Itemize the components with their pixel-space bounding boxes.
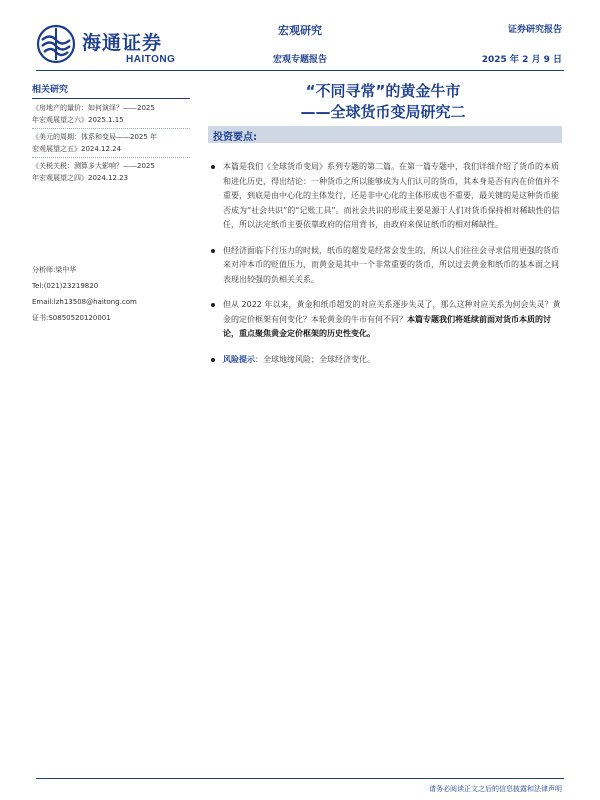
analyst-info (32, 262, 190, 326)
related-report-line1: 《美元的周期：体系和变局——2025 年 (32, 133, 158, 141)
report-type: 证券研究报告 (507, 25, 562, 35)
key-point-3-text: 但从 2022 年以来，黄金和纸币超发的对应关系逐步失灵了，那么这种对应关系为何会失灵？黄金的定价框架有何变化？本轮黄金的牛市有何不同？ (223, 300, 561, 324)
risk-warning-text: ：全球地缘风险；全球经济变化。 (255, 354, 375, 364)
analyst-name: 分析师:梁中华 (32, 266, 77, 274)
related-divider (32, 157, 190, 158)
report-subcategory: 宏观专题报告 (272, 55, 327, 65)
related-report-line2: 年宏观展望之六》2025.1.15 (32, 116, 124, 124)
key-point-3 (210, 298, 562, 342)
analyst-email[interactable]: Email:lzh13508@haitong.com (32, 298, 137, 306)
related-report-item[interactable] (32, 160, 190, 184)
report-title: “不同寻常”的黄金牛市 (305, 82, 461, 100)
risk-warning (210, 353, 562, 368)
related-report-line2: 年宏观展望之四》2024.12.23 (32, 174, 129, 182)
report-category: 宏观研究 (278, 24, 322, 37)
related-report-item[interactable] (32, 102, 190, 126)
key-point-1: 本篇是我们《全球货币变局》系列专题的第二篇。在第一篇专题中，我们详细介绍了货币的本质和进化历史，得出结论：一种货币之所以能够成为人们认可的货币，其本身是否有内在价值并不重要，到底是由中心化的主体发行，还是非中心化的主体形成也不重要，最关键的是这种货币能否成为“社会共识”的“记账工具”。而社会共识的形成主要是源于人们对货币保持相对稀缺性的信任，所以法定纸币主要依靠政府的信用背书，由政府来保证纸币的相对稀缺性。 (210, 160, 562, 233)
key-point-2: 但经济面临下行压力的时候，纸币的超发是经常会发生的，所以人们往往会寻求信用更强的货币来对冲本币的贬值压力，而黄金是其中一个非常重要的货币，所以过去黄金和纸币的基本面之间表现出较强的负相关关系。 (210, 244, 562, 288)
analyst-cert: 证书:S0850520120001 (32, 314, 111, 322)
haitong-logo (36, 24, 201, 68)
related-divider (32, 128, 190, 129)
company-name-cn: 海通证券 (82, 32, 163, 54)
related-report-line1: 《关税关税：测算多大影响？——2025 (32, 162, 155, 170)
footer-disclaimer: 请务必阅读正文之后的信息披露和法律声明 (429, 785, 562, 793)
footer-divider (36, 778, 564, 779)
key-points-list (210, 160, 562, 378)
report-subtitle: ——全球货币变局研究二 (300, 103, 466, 121)
sidebar (32, 82, 190, 186)
haitong-logo-icon (36, 24, 76, 64)
risk-warning-label: 风险提示 (223, 354, 255, 364)
header-divider (36, 70, 564, 71)
report-date: 2025 年 2 月 9 日 (481, 55, 562, 65)
key-point-3-emphasis: 本篇专题我们将延续前面对货币本质的讨论，重点聚焦黄金定价框架的历史性变化。 (223, 314, 551, 338)
company-name-en: HAITONG (126, 54, 176, 65)
related-report-line1: 《房地产的量价：如何演绎？——2025 (32, 104, 155, 112)
related-report-item[interactable] (32, 131, 190, 155)
related-report-line2: 宏观展望之五》2024.12.24 (32, 145, 122, 153)
key-points-label: 投资要点: (213, 132, 257, 143)
analyst-tel: Tel:(021)23219820 (32, 282, 99, 290)
key-points-bar (208, 126, 562, 143)
related-research-title: 相关研究 (32, 82, 190, 99)
